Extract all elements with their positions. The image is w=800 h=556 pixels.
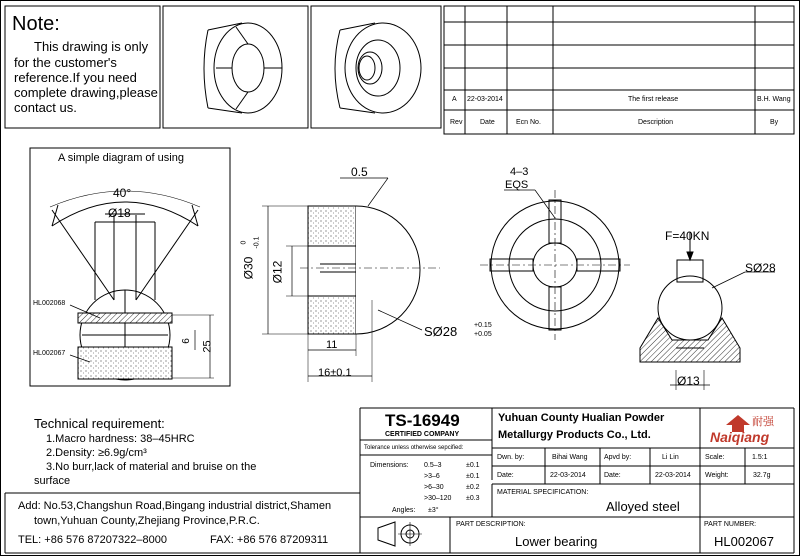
section-dim-16: 16±0.1: [318, 367, 352, 379]
iso-view-1: [204, 23, 282, 113]
rev-header-rev: Rev: [450, 119, 463, 126]
part-no-label: PART NUMBER:: [704, 521, 757, 528]
tolerance-range-2: >3–6: [424, 473, 440, 480]
apvd-by-label: Apvd by:: [604, 454, 632, 461]
iso-view-box-2: [311, 6, 441, 128]
logo-cn: 耐强: [752, 416, 774, 428]
tech-item-1: 1.Macro hardness: 38–45HRC: [46, 433, 195, 445]
usage-bore: Ø18: [108, 206, 131, 220]
address-fax: FAX: +86 576 87209311: [210, 534, 329, 546]
rev-header-date: Date: [480, 119, 495, 126]
part-desc: Lower bearing: [515, 534, 598, 549]
scale-label: Scale:: [705, 454, 725, 461]
usage-angle: 40°: [113, 186, 132, 200]
tolerance-tol-1: ±0.1: [466, 462, 480, 469]
rev-header-ecn: Ecn No.: [516, 119, 541, 126]
note-line-4: complete drawing,please: [14, 85, 158, 100]
apvd-by: Li Lin: [662, 454, 679, 461]
part-desc-label: PART DESCRIPTION:: [456, 521, 526, 528]
tolerance-heading: Tolerance unless otherwise sepcified:: [364, 445, 464, 451]
dwn-by: Bihai Wang: [552, 454, 588, 461]
note-line-2: for the customer's: [14, 55, 117, 70]
tolerance-tol-3: ±0.2: [466, 484, 480, 491]
section-dim-od-tol-upper: 0: [240, 240, 248, 245]
rev-row-description: The first release: [628, 96, 679, 103]
tolerance-dimensions-label: Dimensions:: [370, 462, 409, 469]
front-eqs: EQS: [505, 179, 529, 191]
date-2-label: Date:: [604, 472, 621, 479]
section-view: [262, 178, 440, 382]
section-dim-sphere-tol-upper: +0.15: [474, 322, 492, 329]
tolerance-range-1: 0.5–3: [424, 462, 442, 469]
note-line-5: contact us.: [14, 100, 77, 115]
note-title: Note:: [12, 13, 60, 35]
address-tel: TEL: +86 576 87207322–8000: [18, 534, 167, 546]
note-line-1: This drawing is only: [34, 39, 149, 54]
projection-symbol: [378, 522, 422, 546]
material: Alloyed steel: [606, 499, 680, 514]
load-bore: Ø13: [677, 374, 700, 388]
load-sphere: SØ28: [745, 261, 776, 275]
logo-en: Naiqiang: [710, 429, 770, 445]
tech-item-4: surface: [34, 475, 71, 487]
rev-row-rev: A: [452, 96, 457, 103]
revision-table-lines: [444, 6, 794, 134]
tolerance-angles-value: ±3°: [428, 507, 439, 514]
company-name-1: Yuhuan County Hualian Powder: [498, 412, 665, 424]
usage-title: A simple diagram of using: [58, 152, 184, 164]
rev-header-description: Description: [638, 119, 674, 126]
scale: 1.5:1: [752, 454, 768, 461]
tolerance-range-3: >6–30: [424, 484, 444, 491]
usage-part-bottom: HL002067: [33, 350, 66, 357]
tech-title: Technical requirement:: [34, 416, 165, 431]
front-grooves: 4–3: [510, 166, 529, 178]
usage-dim-6: 6: [180, 338, 192, 344]
address-line-1: Add: No.53,Changshun Road,Bingang industrial district,Shamen: [18, 500, 332, 512]
section-dim-od: Ø30: [241, 256, 256, 280]
rev-row-by: B.H. Wang: [757, 96, 791, 103]
section-dim-id: Ø12: [270, 260, 285, 284]
load-force: F=40KN: [665, 229, 710, 243]
part-no: HL002067: [714, 534, 774, 549]
date-1: 22-03-2014: [550, 472, 586, 479]
rev-header-by: By: [770, 119, 779, 126]
dwn-by-label: Dwn. by:: [497, 454, 525, 461]
section-dim-od-tol-lower: -0.1: [253, 236, 261, 249]
address-line-2: town,Yuhuan County,Zhejiang Province,P.R.C.: [34, 515, 260, 527]
section-dim-sphere-tol-lower: +0.05: [474, 331, 492, 338]
tolerance-range-4: >30–120: [424, 495, 452, 502]
cert-code: TS-16949: [385, 411, 460, 430]
weight: 32.7g: [753, 472, 771, 479]
company-name-2: Metallurgy Products Co., Ltd.: [498, 429, 651, 441]
tolerance-angles-label: Angles:: [392, 507, 416, 514]
material-label: MATERIAL SPECIFICATION:: [497, 489, 589, 496]
note-line-3: reference.If you need: [14, 70, 137, 85]
usage-dim-25: 25: [201, 340, 214, 353]
tech-item-2: 2.Density: ≥6.9g/cm³: [46, 447, 147, 459]
usage-part-top: HL002068: [33, 300, 66, 307]
front-view: [480, 190, 630, 340]
tolerance-tol-2: ±0.1: [466, 473, 480, 480]
section-dim-11: 11: [326, 339, 338, 351]
date-2: 22-03-2014: [655, 472, 691, 479]
tolerance-tol-4: ±0.3: [466, 495, 480, 502]
tech-item-3: 3.No burr,lack of material and bruise on the: [46, 461, 257, 473]
date-label: Date:: [497, 472, 514, 479]
section-dim-sphere: SØ28: [424, 324, 458, 339]
cert-label: CERTIFIED COMPANY: [385, 431, 460, 438]
load-view: [640, 229, 775, 390]
section-dim-05: 0.5: [351, 165, 368, 179]
iso-view-2: [335, 23, 421, 113]
rev-row-date: 22-03-2014: [467, 96, 503, 103]
weight-label: Weight:: [705, 472, 729, 479]
